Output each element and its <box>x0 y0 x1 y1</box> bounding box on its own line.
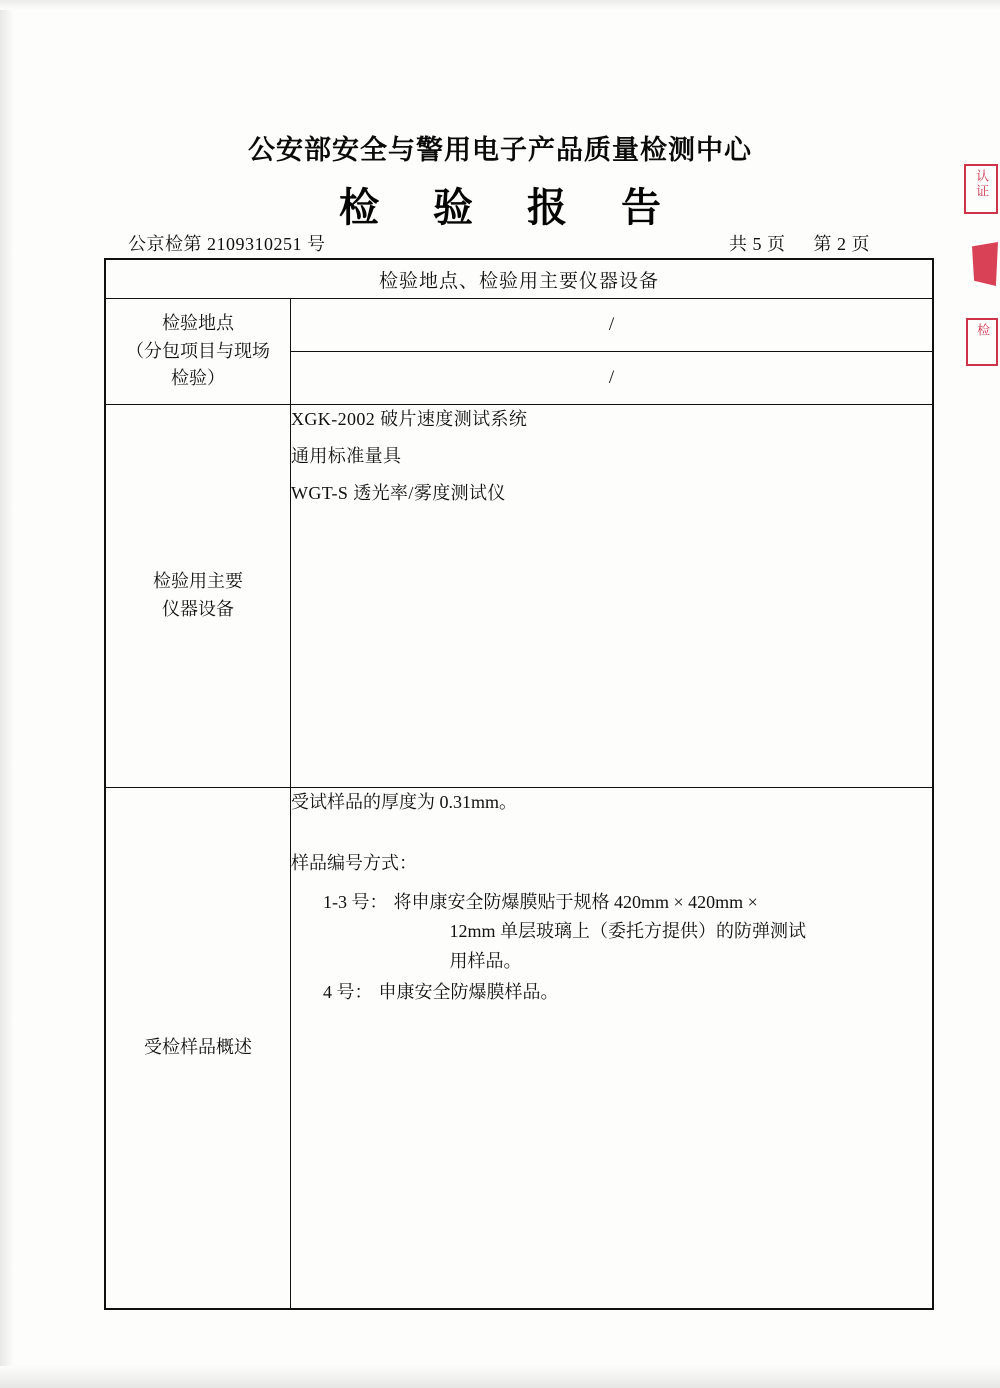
equipment-item: 通用标准量具 <box>291 446 402 467</box>
equipment-label-line2: 仪器设备 <box>162 599 234 619</box>
sample-numbering-title: 样品编号方式： <box>291 853 417 874</box>
sample-numbering-list <box>291 888 932 1007</box>
location-label-line1: 检验地点 <box>162 312 234 333</box>
equipment-item: XGK-2002 破片速度测试系统 <box>291 409 528 429</box>
page-current: 2 <box>837 234 847 254</box>
equipment-label-line1: 检验用主要 <box>153 571 243 592</box>
sample-thickness-text: 受试样品的厚度为 0.31mm。 <box>291 792 518 812</box>
sample-entry-value-line3: 用样品。 <box>449 950 522 971</box>
report-number: 公京检第 2109310251 号 <box>128 234 326 254</box>
location-label-line3: 检验） <box>171 368 225 389</box>
spacer <box>291 827 932 849</box>
red-stamp-bottom <box>966 318 998 366</box>
sample-entry-value-line2: 12mm 单层玻璃上（委托方提供）的防弹测试 <box>449 921 807 942</box>
equipment-item: WGT-S 透光率/雾度测试仪 <box>291 483 506 504</box>
inspection-info-table <box>104 258 934 1310</box>
document-title: 检 验 报 告 <box>339 185 683 230</box>
table-row-sample <box>105 788 933 1310</box>
page-total-unit: 页 <box>767 234 786 254</box>
sample-entry-key: 1-3 号： <box>323 892 388 913</box>
sample-label-cell: 受检样品概述 <box>105 788 291 1310</box>
equipment-label-cell <box>105 405 291 788</box>
location-value-1: / <box>291 299 934 352</box>
page-total: 5 <box>752 234 762 254</box>
equipment-content-cell <box>291 405 934 788</box>
page-current-prefix: 第 <box>813 234 832 254</box>
table-row-location-1 <box>105 299 933 352</box>
page-total-prefix: 共 <box>729 234 748 254</box>
sample-content-cell <box>291 788 934 1310</box>
location-value-2: / <box>291 352 934 405</box>
sample-entry-2 <box>291 978 932 1007</box>
location-label-line2: （分包项目与现场 <box>126 340 270 361</box>
table-row-equipment <box>105 405 933 788</box>
red-stamp-bottom-text: 检 <box>975 323 991 338</box>
table-row-section-header <box>105 259 933 299</box>
section-header-cell: 检验地点、检验用主要仪器设备 <box>105 259 933 299</box>
page-indicator <box>729 230 870 256</box>
red-stamp-middle <box>972 242 998 286</box>
page-current-unit: 页 <box>851 234 870 254</box>
sample-entry-key: 4 号： <box>323 981 373 1002</box>
organization-title: 公安部安全与警用电子产品质量检测中心 <box>248 135 752 165</box>
sample-entry-value: 申康安全防爆膜样品。 <box>378 981 559 1002</box>
sample-entry-1 <box>291 888 932 975</box>
page-edge-shadow-bottom <box>0 1366 1000 1388</box>
page-edge-shadow-top <box>0 0 1000 10</box>
sample-entry-value-line1: 将申康安全防爆膜贴于规格 420mm × 420mm × <box>393 892 758 913</box>
red-stamp-top-text: 认证 <box>974 169 990 199</box>
sample-entry-value <box>388 888 933 975</box>
location-label-cell <box>105 299 291 405</box>
